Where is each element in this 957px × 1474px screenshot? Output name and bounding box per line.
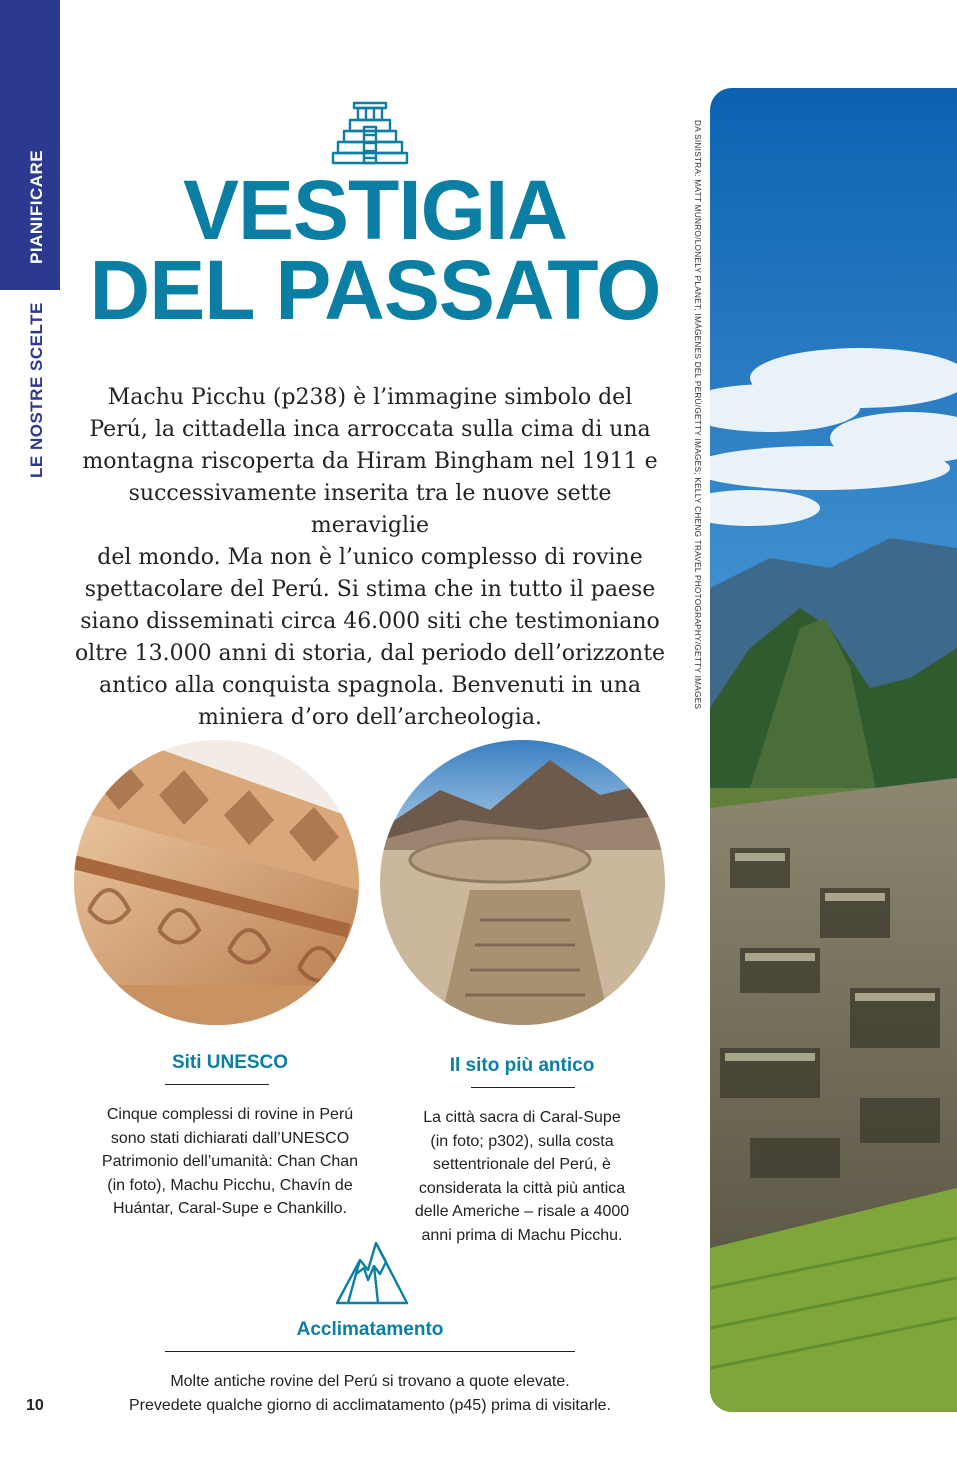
unesco-line: (in foto), Machu Picchu, Chavín de — [107, 1176, 353, 1194]
unesco-line: Patrimonio dell’umanità: Chan Chan — [101, 1153, 359, 1170]
page-number: 10 — [26, 1397, 44, 1414]
temple-icon — [330, 100, 410, 166]
acclimatization-rule — [165, 1351, 575, 1352]
acclimatization-text — [60, 1370, 680, 1417]
oldest-site-rule — [471, 1087, 575, 1088]
subsection-label: LE NOSTRE SCELTE — [27, 302, 46, 478]
unesco-text — [60, 1103, 400, 1221]
chan-chan-photo — [74, 740, 359, 1025]
photo-credit: DA SINISTRA: MATT MUNRO/LONELY PLANET; IMÁGENES DEL PERÚ/GETTY IMAGES; KELLY CHENG TRAVEL PHOTOGRAPHY/GETTY IMAGES — [693, 120, 702, 710]
intro-line: successivamente inserita tra le nuove sette meraviglie — [128, 481, 612, 538]
unesco-rule — [165, 1084, 269, 1085]
acclimatization-line: Prevedete qualche giorno di acclimatamento (p45) prima di visitarle. — [128, 1396, 611, 1414]
intro-line: miniera d’oro dell’archeologia. — [198, 705, 542, 730]
intro-line: spettacolare del Perú. Si stima che in tutto il paese — [84, 577, 656, 602]
intro-paragraph — [72, 382, 668, 734]
intro-line: Perú, la cittadella inca arroccata sulla cima di una — [89, 417, 651, 442]
intro-line: Machu Picchu (p238) è l’immagine simbolo del — [107, 385, 633, 410]
intro-line: montagna riscoperta da Hiram Bingham nel 1911 e — [82, 449, 658, 474]
acclimatization-line: Molte antiche rovine del Perú si trovano a quote elevate. — [170, 1373, 570, 1390]
unesco-line: Cinque complessi di rovine in Perú — [106, 1106, 354, 1123]
page-title — [60, 163, 690, 337]
oldest-site-title: Il sito più antico — [449, 1055, 595, 1076]
mountain-icon — [334, 1240, 410, 1306]
machu-picchu-photo — [710, 88, 957, 1412]
intro-line: antico alla conquista spagnola. Benvenuti in una — [98, 673, 642, 698]
title-line-1: VESTIGIA — [182, 163, 568, 257]
intro-line: siano disseminati circa 46.000 siti che testimoniano — [80, 609, 660, 634]
caral-supe-photo — [380, 740, 665, 1025]
oldest-line: anni prima di Machu Picchu. — [421, 1226, 623, 1244]
oldest-line: settentrionale del Perú, è — [433, 1156, 611, 1173]
unesco-title: Siti UNESCO — [171, 1052, 289, 1073]
section-label: PIANIFICARE — [27, 149, 46, 264]
unesco-line: Huántar, Caral-Supe e Chankillo. — [113, 1200, 347, 1217]
title-line-2: DEL PASSATO — [89, 243, 661, 337]
intro-line: del mondo. Ma non è l’unico complesso di rovine — [97, 545, 643, 570]
intro-line: oltre 13.000 anni di storia, dal periodo dell’orizzonte — [74, 641, 666, 666]
unesco-line: sono stati dichiarati dall’UNESCO — [110, 1129, 350, 1147]
oldest-line: (in foto; p302), sulla costa — [430, 1132, 614, 1150]
oldest-site-text — [352, 1106, 692, 1247]
oldest-line: La città sacra di Caral-Supe — [423, 1109, 621, 1126]
oldest-line: delle Americhe – risale a 4000 — [414, 1203, 630, 1220]
acclimatization-title: Acclimatamento — [296, 1319, 444, 1340]
oldest-line: considerata la città più antica — [418, 1179, 626, 1197]
